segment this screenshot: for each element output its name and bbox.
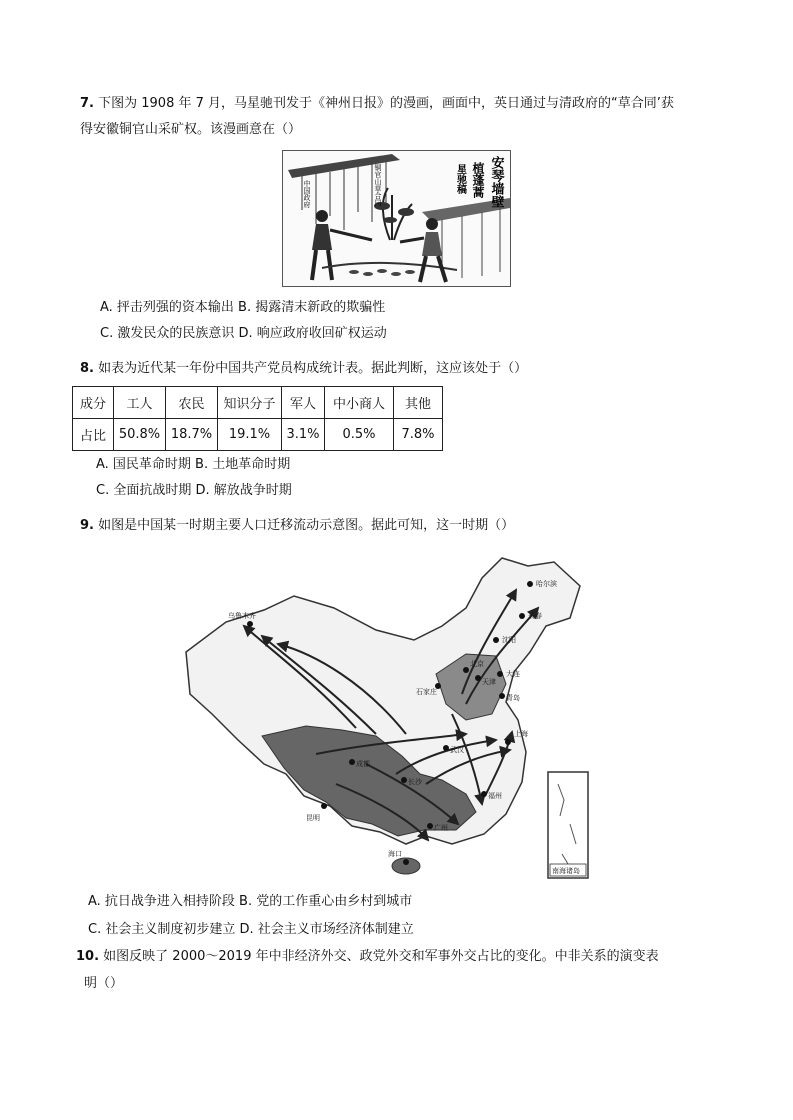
q7-cartoon-caption-col3: 星驰稿 [454, 164, 466, 194]
q10-stem-text-1: 如图反映了 2000～2019 年中非经济外交、政党外交和军事外交占比的变化。中非关系的演变表 [103, 949, 659, 964]
q8-party-composition-table [72, 386, 443, 451]
table-cell: 农民 [166, 387, 218, 419]
map-label-beijing: 北京 [470, 660, 484, 668]
table-cell: 中小商人 [325, 387, 394, 419]
map-label-haikou: 海口 [388, 850, 402, 858]
q9-stem-text: 如图是中国某一时期主要人口迁移流动示意图。据此可知，这一时期（） [98, 518, 515, 533]
map-label-chengdu: 成都 [356, 760, 370, 768]
table-cell: 7.8% [394, 419, 443, 451]
q7-cartoon-label-left: 中国政府 [303, 180, 311, 208]
table-cell: 工人 [114, 387, 166, 419]
q7-stem-text-1: 下图为 1908 年 7 月，马星驰刊发于《神州日报》的漫画，画面中，英日通过与清政府的“草合同’获 [98, 96, 674, 111]
q8-options-line1: A. 国民革命时期 B. 土地革命时期 [96, 457, 291, 472]
q7-options-line2: C. 激发民众的民族意识 D. 响应政府收回矿权运动 [100, 326, 387, 341]
table-row [73, 419, 443, 451]
map-label-tianjin: 天津 [482, 678, 496, 686]
table-cell: 其他 [394, 387, 443, 419]
q7-cartoon-caption-col2: 植蓬蒿 [471, 162, 485, 198]
q10-stem-line2: 明（） [84, 976, 124, 991]
table-cell: 知识分子 [218, 387, 282, 419]
q9-options-line1: A. 抗日战争进入相持阶段 B. 党的工作重心由乡村到城市 [88, 894, 413, 909]
q7-cartoon-caption-col1: 安琴墙壁 [488, 156, 504, 208]
table-cell: 0.5% [325, 419, 394, 451]
q10-number: 10. [76, 949, 100, 964]
map-label-shanghai: 上海 [514, 730, 528, 738]
table-cell: 成分 [73, 387, 114, 419]
q9-stem-line [80, 517, 514, 535]
table-cell: 占比 [73, 419, 114, 451]
q8-options-line2: C. 全面抗战时期 D. 解放战争时期 [96, 483, 292, 498]
q8-stem-text: 如表为近代某一年份中国共产党员构成统计表。据此判断，这应该处于（） [98, 361, 528, 376]
q9-options-line2: C. 社会主义制度初步建立 D. 社会主义市场经济体制建立 [88, 922, 414, 937]
q7-cartoon-label-plant: 铜官山草合同 [374, 164, 382, 206]
table-cell: 3.1% [282, 419, 325, 451]
map-label-fuzhou: 福州 [488, 792, 502, 800]
q7-stem-line1 [80, 95, 674, 113]
map-label-changsha: 长沙 [408, 778, 422, 786]
map-label-urumqi: 乌鲁木齐 [228, 612, 256, 620]
q7-cartoon-image [282, 150, 511, 287]
map-label-shijiazhuang: 石家庄 [416, 688, 437, 696]
table-header-row [73, 387, 443, 419]
map-inset-label: 南海诸岛 [552, 867, 580, 875]
map-label-shenyang: 沈阳 [502, 636, 516, 644]
q10-stem-line1 [76, 948, 659, 966]
map-label-guangzhou: 广州 [434, 824, 448, 832]
q8-stem-line [80, 360, 527, 378]
map-label-wuhan: 武汉 [450, 746, 464, 754]
map-label-changchun: 长春 [528, 612, 542, 620]
map-label-harbin: 哈尔滨 [536, 580, 557, 588]
q7-stem-line2: 得安徽铜官山采矿权。该漫画意在（） [80, 122, 302, 137]
table-cell: 军人 [282, 387, 325, 419]
table-cell: 18.7% [166, 419, 218, 451]
map-label-qingdao: 青岛 [506, 694, 520, 702]
map-label-kunming: 昆明 [306, 814, 320, 822]
map-label-dalian: 大连 [506, 670, 520, 678]
q9-migration-map [166, 544, 589, 880]
q9-number: 9. [80, 518, 94, 533]
q8-number: 8. [80, 361, 94, 376]
q7-options-line1: A. 抨击列强的资本输出 B. 揭露清末新政的欺骗性 [100, 300, 386, 315]
q7-number: 7. [80, 96, 94, 111]
table-cell: 19.1% [218, 419, 282, 451]
table-cell: 50.8% [114, 419, 166, 451]
